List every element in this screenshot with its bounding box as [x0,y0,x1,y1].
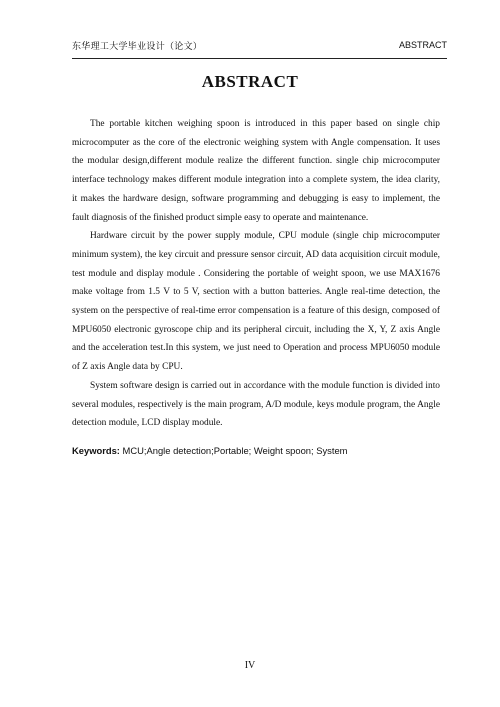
page-header [72,36,447,59]
keywords-line [72,442,440,461]
abstract-paragraph-2: Hardware circuit by the power supply module, CPU module (single chip microcomputer minimum system), the key circuit and pressure sensor circuit, AD data acquisition circuit module, test module and display module . Considering the portable of weight spoon, we use MAX1676 make voltage from 1.5 V to 5 V, section with a button batteries. Angle real-time detection, the system on the perspective of real-time error compensation is a feature of this design, composed of MPU6050 electronic gyroscope chip and its peripheral circuit, including the X, Y, Z axis Angle and the acceleration test.In this system, we just need to Operation and process MPU6050 module of Z axis Angle data by CPU. [72,231,440,373]
page-number: IV [244,660,256,671]
keywords-label: Keywords: [72,444,120,456]
abstract-paragraph-1: The portable kitchen weighing spoon is introduced in this paper based on single chip microcomputer as the core of the electronic weighing system with Angle compensation. It uses the modular design,different module realize the different function. single chip microcomputer interface technology makes different module integration into a complete system, the idea clarity, it makes the hardware design, software programming and debugging is easy to implement, the fault diagnosis of the finished product simple easy to operate and maintenance. [72,119,440,223]
keywords-value: MCU;Angle detection;Portable; Weight spoon; System [119,444,348,456]
abstract-paragraph-3: System software design is carried out in accordance with the module function is divided into several modules, respectively is the main program, A/D module, keys module program, the Angle detection module, LCD display module. [72,380,440,429]
header-section-name: ABSTRACT [398,40,447,50]
abstract-body [72,115,440,461]
abstract-title: ABSTRACT [201,72,299,91]
header-thesis-title: 东华理工大学毕业设计（论文） [72,42,203,52]
